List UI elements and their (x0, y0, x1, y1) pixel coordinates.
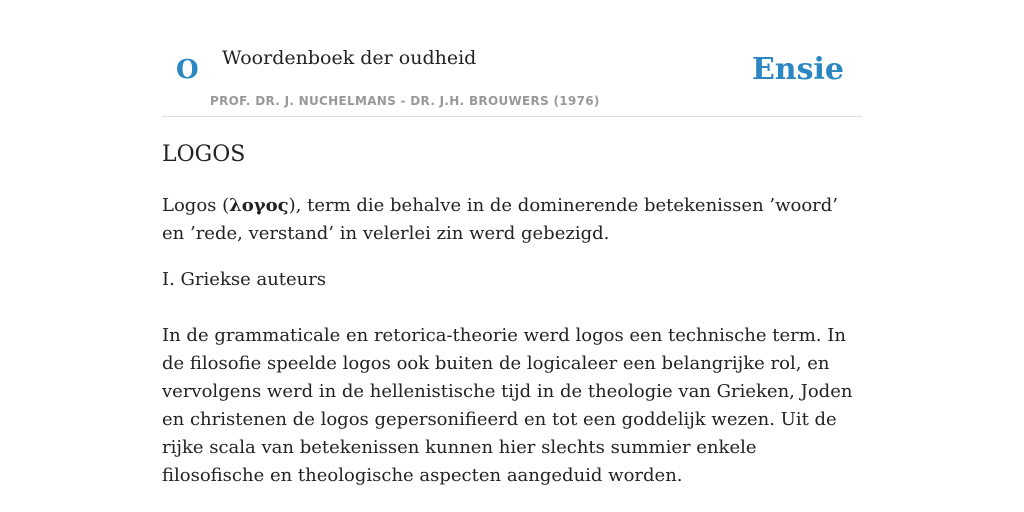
section-heading: I. Griekse auteurs (162, 269, 327, 290)
brand-logo[interactable]: Ensie (751, 52, 844, 87)
book-authors: PROF. DR. J. NUCHELMANS - DR. J.H. BROUWERS (1976) (210, 94, 600, 108)
article-title: LOGOS (162, 142, 246, 167)
intro-text-after: ), term die behalve in de dominerende betekenissen ’woord’ en ’rede, verstand’ in velerlei zin werd gebezigd. (162, 195, 839, 244)
greek-term: λογος (229, 195, 289, 216)
article (162, 140, 862, 490)
intro-text-before: Logos ( (162, 195, 230, 216)
book-title[interactable]: Woordenboek der oudheid (222, 47, 477, 69)
page-header (162, 0, 862, 117)
section-letter[interactable]: O (176, 55, 199, 85)
body-paragraph: In de grammaticale en retorica-theorie werd logos een technische term. In de filosofie speelde logos ook buiten de logicaleer een belangrijke rol, en vervolgens werd in de hellenistische tijd in de theologie van Grieken, Joden en christenen de logos gepersonifieerd en tot een goddelijk wezen. Uit de rijke scala van betekenissen kunnen hier slechts summier enkele filosofische en theologische aspecten aangeduid worden. (162, 325, 853, 486)
intro-paragraph (162, 192, 862, 248)
